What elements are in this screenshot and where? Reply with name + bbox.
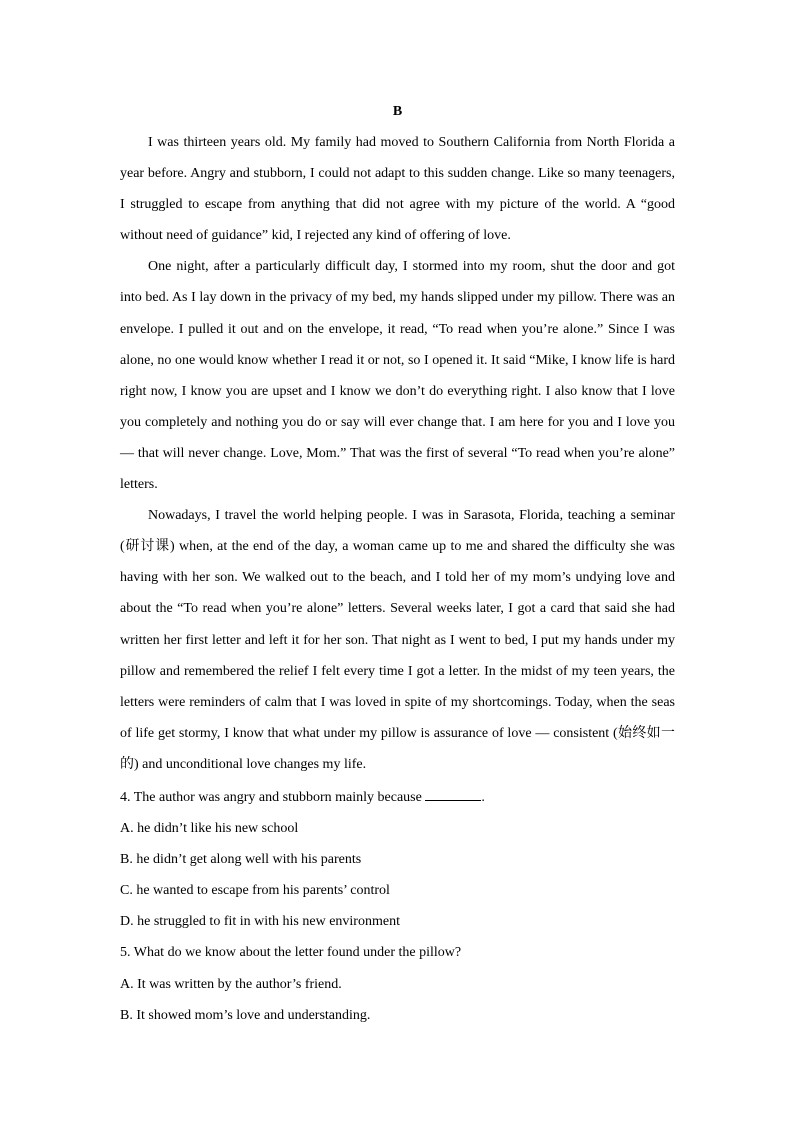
answer-blank	[425, 788, 481, 801]
question-5-option-a: A. It was written by the author’s friend.	[120, 976, 342, 992]
question-4-stem	[120, 782, 675, 813]
question-4-option-b: B. he didn’t get along well with his parents	[120, 852, 362, 868]
question-4-option-d: D. he struggled to fit in with his new environment	[120, 914, 400, 930]
reading-passage	[120, 127, 675, 780]
question-5-option-b: B. It showed mom’s love and understanding.	[120, 1007, 371, 1023]
passage-paragraph: Nowadays, I travel the world helping people. I was in Sarasota, Florida, teaching a seminar (研讨课) when, at the end of the day, a woman came up to me and shared the difficulty she was having with her son. We walked out to the beach, and I told her of my mom’s undying love and about the “To read when you’re alone” letters. Several weeks later, I got a card that said she had written her first letter and left it for her son. That night as I went to bed, I put my hands under my pillow and remembered the relief I felt every time I got a letter. In the midst of my teen years, the letters were reminders of calm that I was loved in spite of my shortcomings. Today, when the seas of life get stormy, I know that what under my pillow is assurance of love — consistent (始终如一的) and unconditional love changes my life.	[120, 508, 675, 772]
question-4-end: .	[481, 790, 485, 805]
passage-paragraph: One night, after a particularly difficult day, I stormed into my room, shut the door and got into bed. As I lay down in the privacy of my bed, my hands slipped under my pillow. There was an envelope. I pulled it out and on the envelope, it read, “To read when you’re alone.” Since I was alone, no one would know whether I read it or not, so I opened it. It said “Mike, I know life is hard right now, I know you are upset and I know we don’t do everything right. I also know that I love you completely and nothing you do or say will ever change that. I am here for you and I love you — that will never change. Love, Mom.” That was the first of several “To read when you’re alone” letters.	[120, 259, 675, 493]
question-4-text: 4. The author was angry and stubborn mainly because	[120, 790, 422, 805]
question-list	[120, 782, 675, 1031]
question-5-stem: 5. What do we know about the letter found under the pillow?	[120, 945, 462, 961]
section-title: B	[392, 104, 403, 119]
question-4-option-c: C. he wanted to escape from his parents’ control	[120, 883, 390, 899]
passage-paragraph: I was thirteen years old. My family had moved to Southern California from North Florida a year before. Angry and stubborn, I could not adapt to this sudden change. Like so many teenagers, I struggled to escape from anything that did not agree with my picture of the world. A “good without need of guidance” kid, I rejected any kind of offering of love.	[120, 135, 675, 244]
question-4-option-a: A. he didn’t like his new school	[120, 821, 299, 837]
